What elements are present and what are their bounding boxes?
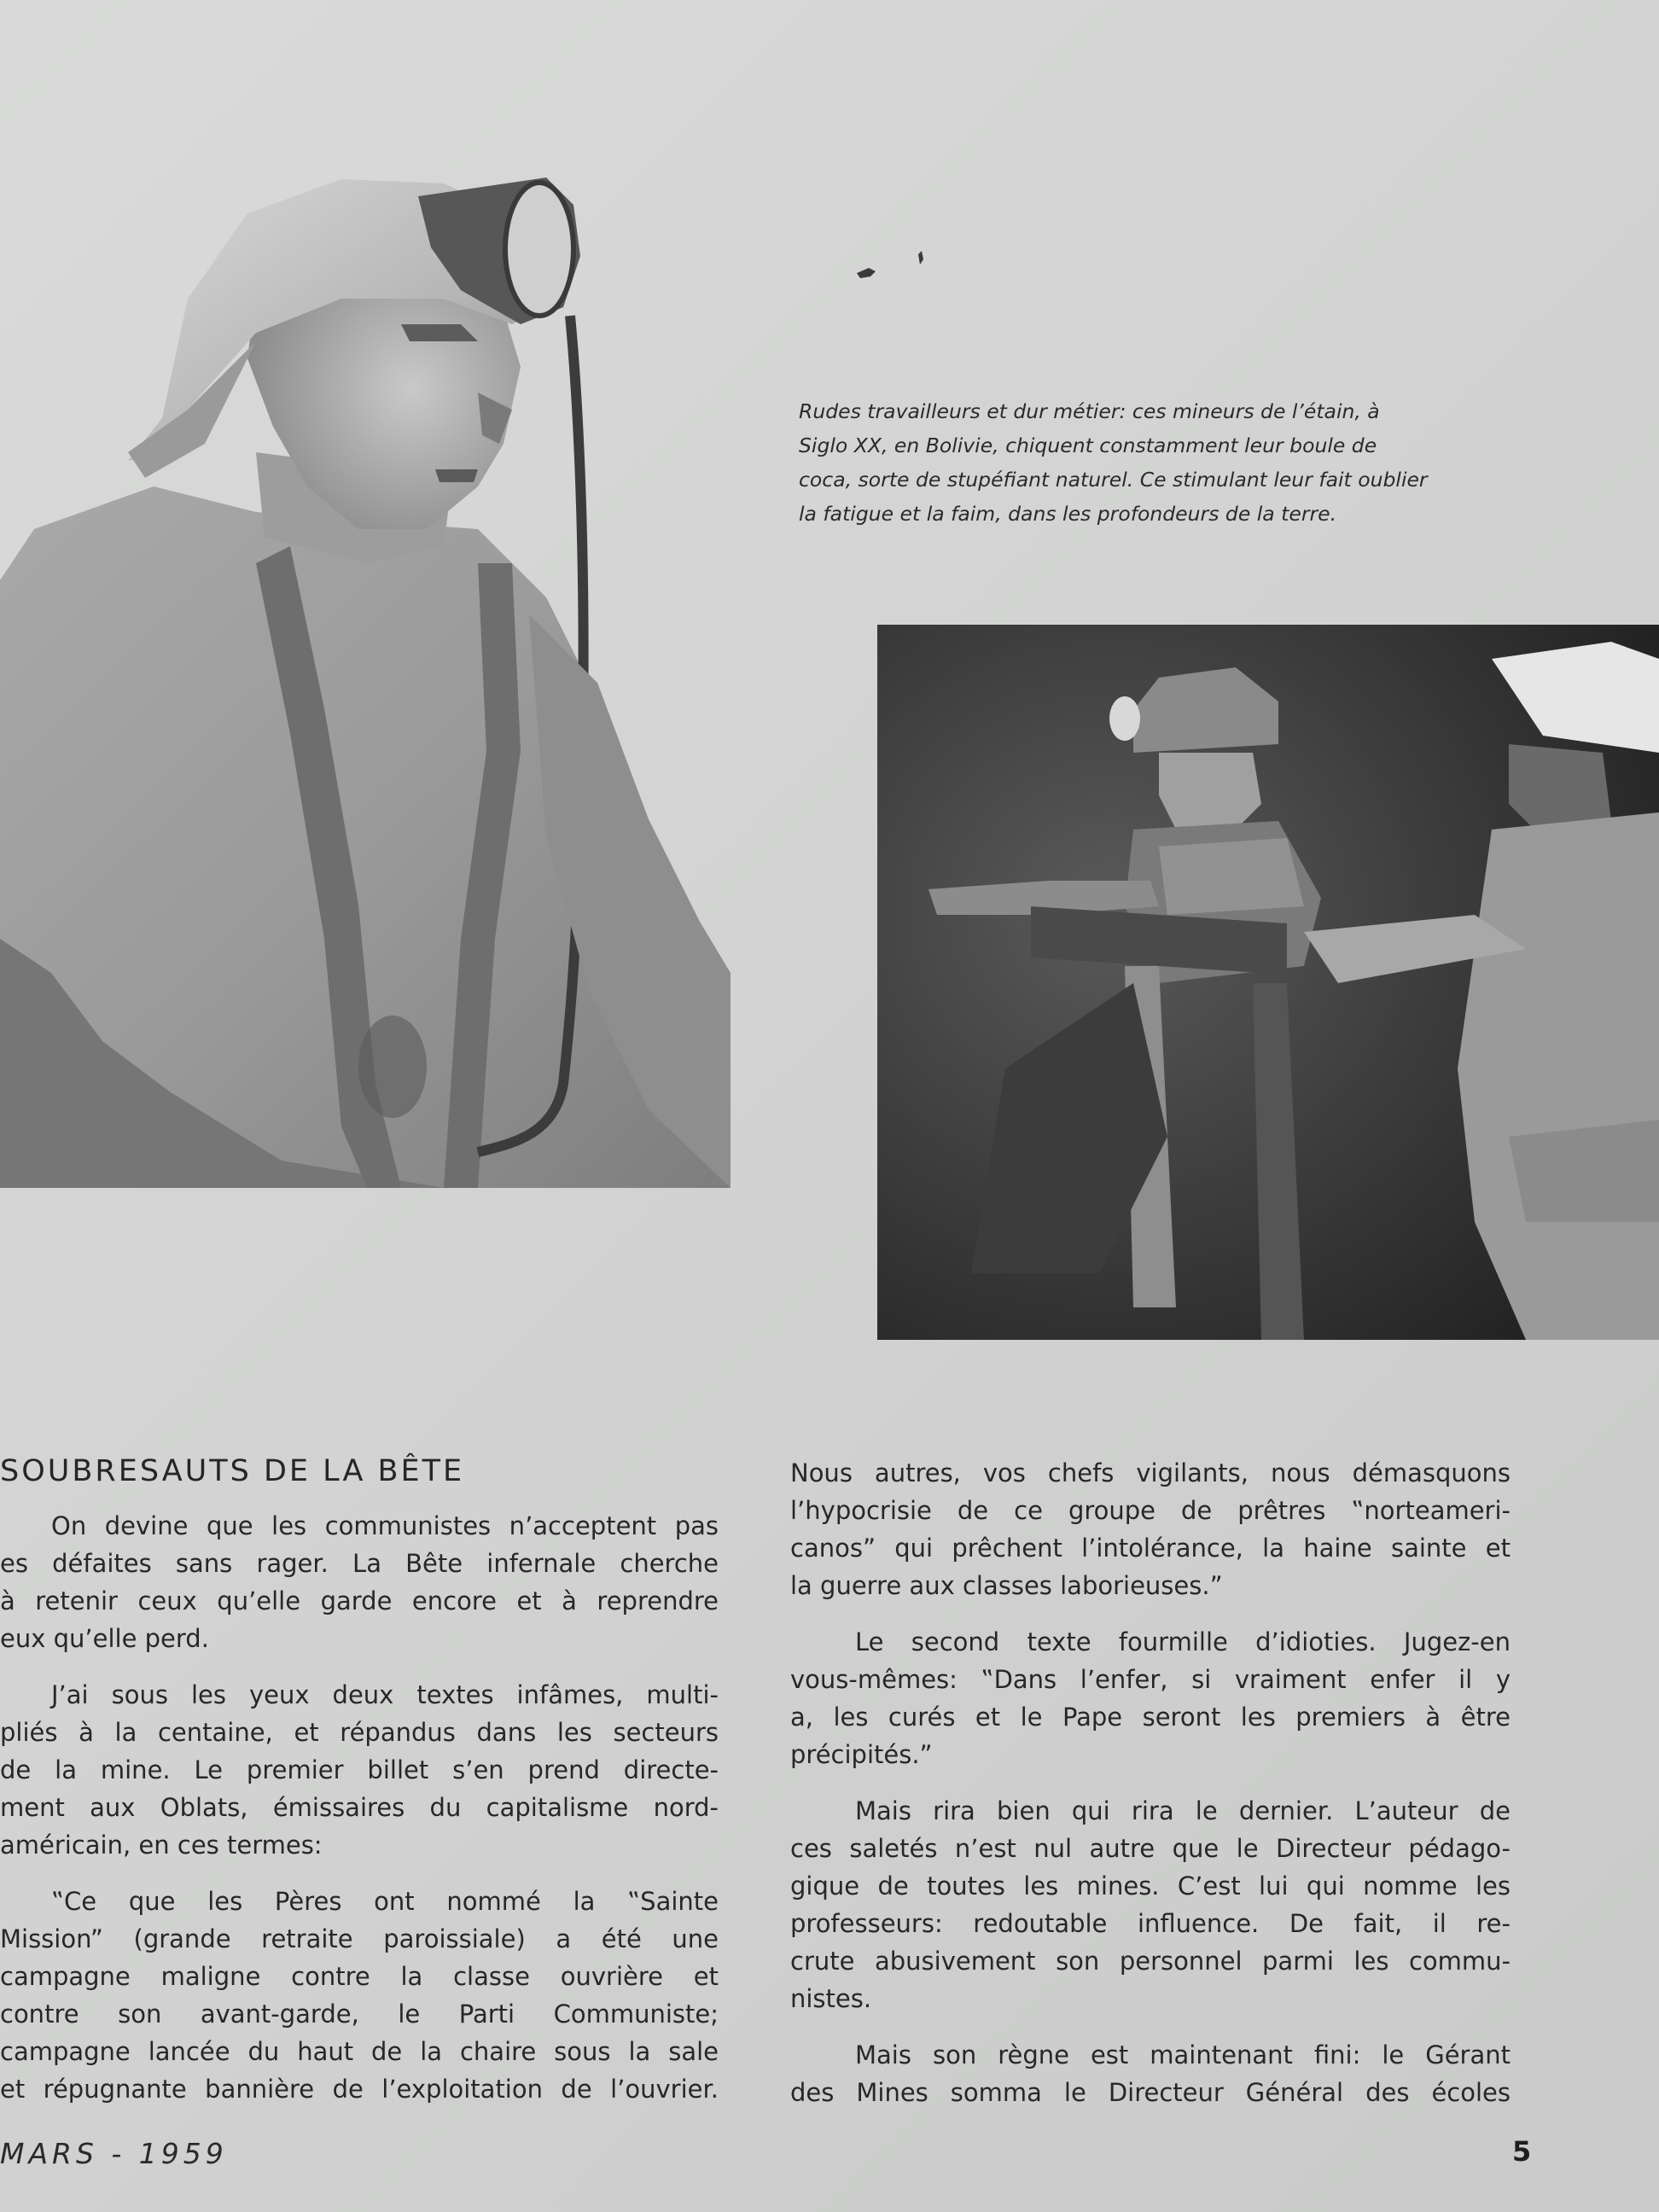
paragraph [790,1792,1511,2017]
text-line: a, les curés et le Pape seront les premiers à être [790,1703,1511,1732]
paragraph [0,1676,719,1864]
miner-portrait-photo [0,85,731,1188]
paper-specks [850,247,935,290]
text-line: à retenir ceux qu’elle garde encore et à reprendre [0,1586,719,1615]
text-line: crute abusivement son personnel parmi les commu- [790,1947,1511,1976]
miners-drilling-photo [877,625,1659,1340]
text-line: de la mine. Le premier billet s’en prend directe- [0,1755,719,1784]
article-heading: SOUBRESAUTS DE LA BÊTE [0,1454,465,1488]
text-line: Mission” (grande retraite paroissiale) a été une [0,1924,719,1953]
paragraph [790,2036,1511,2111]
article-left-column [0,1507,719,2108]
text-line: américain, en ces termes: [0,1831,323,1860]
text-line: eux qu’elle perd. [0,1624,209,1653]
photo-caption [799,394,1512,531]
text-line: Nous autres, vos chefs vigilants, nous démasquons [790,1458,1511,1487]
text-line: nistes. [790,1984,872,2013]
caption-line: la fatigue et la faim, dans les profondeurs de la terre. [799,502,1337,526]
text-line: pliés à la centaine, et répandus dans les secteurs [0,1718,719,1747]
caption-line: coca, sorte de stupéfiant naturel. Ce stimulant leur fait oublier [799,468,1428,492]
caption-line: Siglo XX, en Bolivie, chiquent constamment leur boule de [799,434,1377,457]
text-line: On devine que les communistes n’acceptent pas [51,1511,719,1540]
page-number: 5 [1512,2135,1532,2168]
issue-date: MARS - 1959 [0,2137,228,2170]
text-line: campagne maligne contre la classe ouvrière et [0,1962,719,1991]
text-line: Le second texte fourmille d’idioties. Jugez-en [855,1627,1511,1656]
paragraph [0,1883,719,2108]
text-line: des Mines somma le Directeur Général des écoles [790,2078,1511,2107]
text-line: gique de toutes les mines. C’est lui qui nomme les [790,1871,1511,1901]
text-line: contre son avant-garde, le Parti Communiste; [0,2000,719,2029]
text-line: es défaites sans rager. La Bête infernale cherche [0,1549,719,1578]
caption-line: Rudes travailleurs et dur métier: ces mineurs de l’étain, à [799,399,1380,423]
text-line: précipités.” [790,1740,933,1769]
paragraph [790,1454,1511,1604]
paragraph [790,1623,1511,1773]
text-line: la guerre aux classes laborieuses.” [790,1571,1223,1600]
text-line: professeurs: redoutable influence. De fait, il re- [790,1909,1511,1938]
paragraph [0,1507,719,1657]
text-line: Mais rira bien qui rira le dernier. L’auteur de [855,1796,1511,1825]
text-line: ‟Ce que les Pères ont nommé la ‟Sainte [51,1887,719,1916]
text-line: Mais son règne est maintenant fini: le Gérant [855,2040,1511,2069]
text-line: vous-mêmes: ‟Dans l’enfer, si vraiment enfer il y [790,1665,1511,1694]
text-line: l’hypocrisie de ce groupe de prêtres ‟norteameri- [790,1496,1511,1525]
text-line: ces saletés n’est nul autre que le Directeur pédago- [790,1834,1511,1863]
text-line: et répugnante bannière de l’exploitation de l’ouvrier. [0,2075,719,2104]
text-line: campagne lancée du haut de la chaire sous la sale [0,2037,719,2066]
text-line: ment aux Oblats, émissaires du capitalisme nord- [0,1793,719,1822]
text-line: J’ai sous les yeux deux textes infâmes, multi- [51,1680,719,1709]
article-right-column [790,1454,1511,2111]
text-line: canos” qui prêchent l’intolérance, la haine sainte et [790,1534,1511,1563]
